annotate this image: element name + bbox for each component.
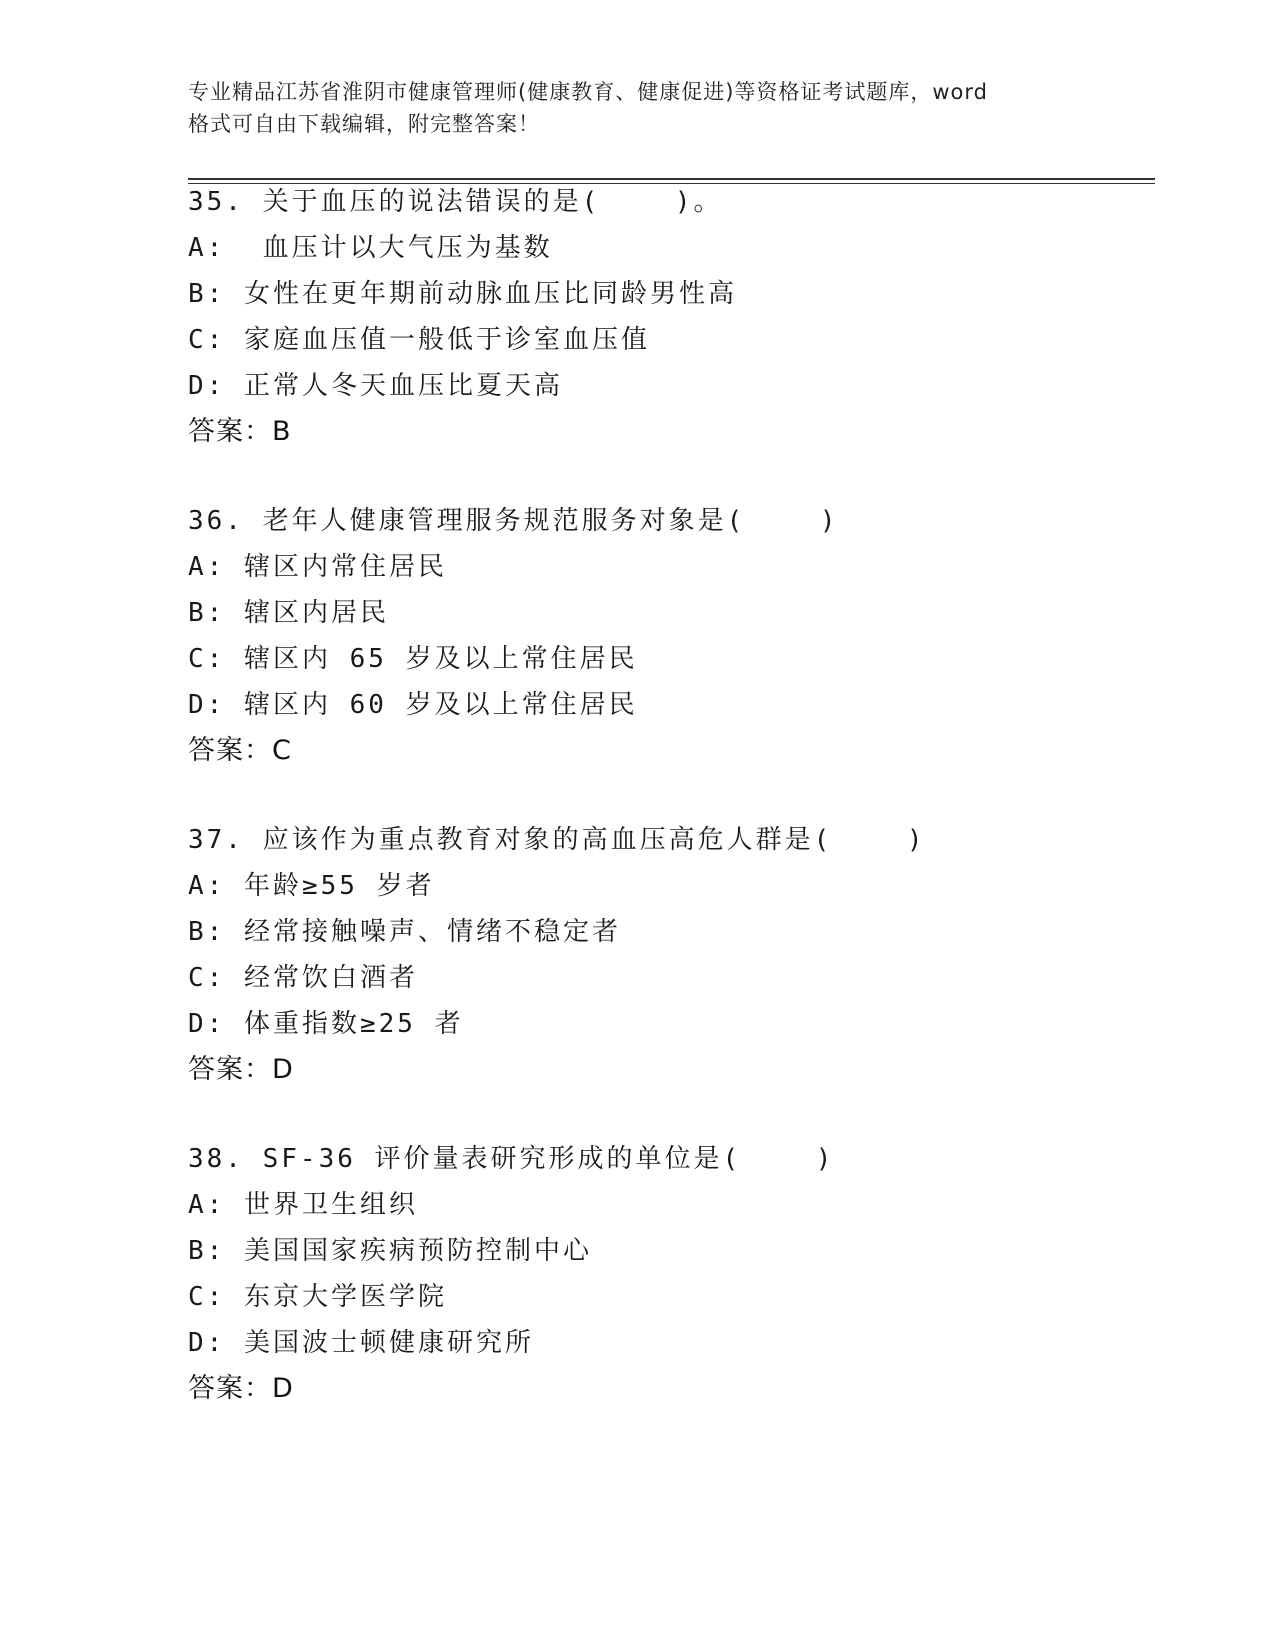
question-35	[188, 179, 1168, 455]
option-c: C: 经常饮白酒者	[188, 963, 418, 993]
option-d: D: 辖区内 60 岁及以上常住居民	[188, 690, 638, 720]
option-b: B: 经常接触噪声、情绪不稳定者	[188, 917, 621, 947]
question-36	[188, 498, 1168, 774]
document-header	[188, 76, 1108, 140]
header-line-1: 专业精品江苏省淮阴市健康管理师(健康教育、健康促进)等资格证考试题库，word	[188, 80, 989, 104]
option-b: B: 辖区内居民	[188, 598, 389, 628]
option-a: A: 血压计以大气压为基数	[188, 233, 553, 263]
question-37	[188, 817, 1168, 1093]
option-c: C: 辖区内 65 岁及以上常住居民	[188, 644, 638, 674]
option-a: A: 世界卫生组织	[188, 1190, 418, 1220]
option-d: D: 体重指数≥25 者	[188, 1009, 464, 1039]
question-38	[188, 1136, 1168, 1412]
answer-label: 答案：D	[188, 1373, 294, 1404]
question-stem: 37. 应该作为重点教育对象的高血压高危人群是( )	[188, 825, 926, 855]
option-b: B: 女性在更年期前动脉血压比同龄男性高	[188, 279, 737, 309]
option-c: C: 家庭血压值一般低于诊室血压值	[188, 325, 650, 355]
option-b: B: 美国国家疾病预防控制中心	[188, 1236, 592, 1266]
option-d: D: 美国波士顿健康研究所	[188, 1328, 534, 1358]
question-stem: 36. 老年人健康管理服务规范服务对象是( )	[188, 506, 839, 536]
option-c: C: 东京大学医学院	[188, 1282, 447, 1312]
option-a: A: 辖区内常住居民	[188, 552, 447, 582]
answer-label: 答案：D	[188, 1054, 294, 1085]
question-stem: 38. SF-36 评价量表研究形成的单位是( )	[188, 1144, 835, 1174]
option-d: D: 正常人冬天血压比夏天高	[188, 371, 563, 401]
answer-label: 答案：B	[188, 416, 292, 447]
question-stem: 35. 关于血压的说法错误的是( )。	[188, 187, 723, 217]
option-a: A: 年龄≥55 岁者	[188, 871, 435, 901]
header-line-2: 格式可自由下载编辑，附完整答案！	[188, 112, 540, 136]
answer-label: 答案：C	[188, 735, 292, 766]
